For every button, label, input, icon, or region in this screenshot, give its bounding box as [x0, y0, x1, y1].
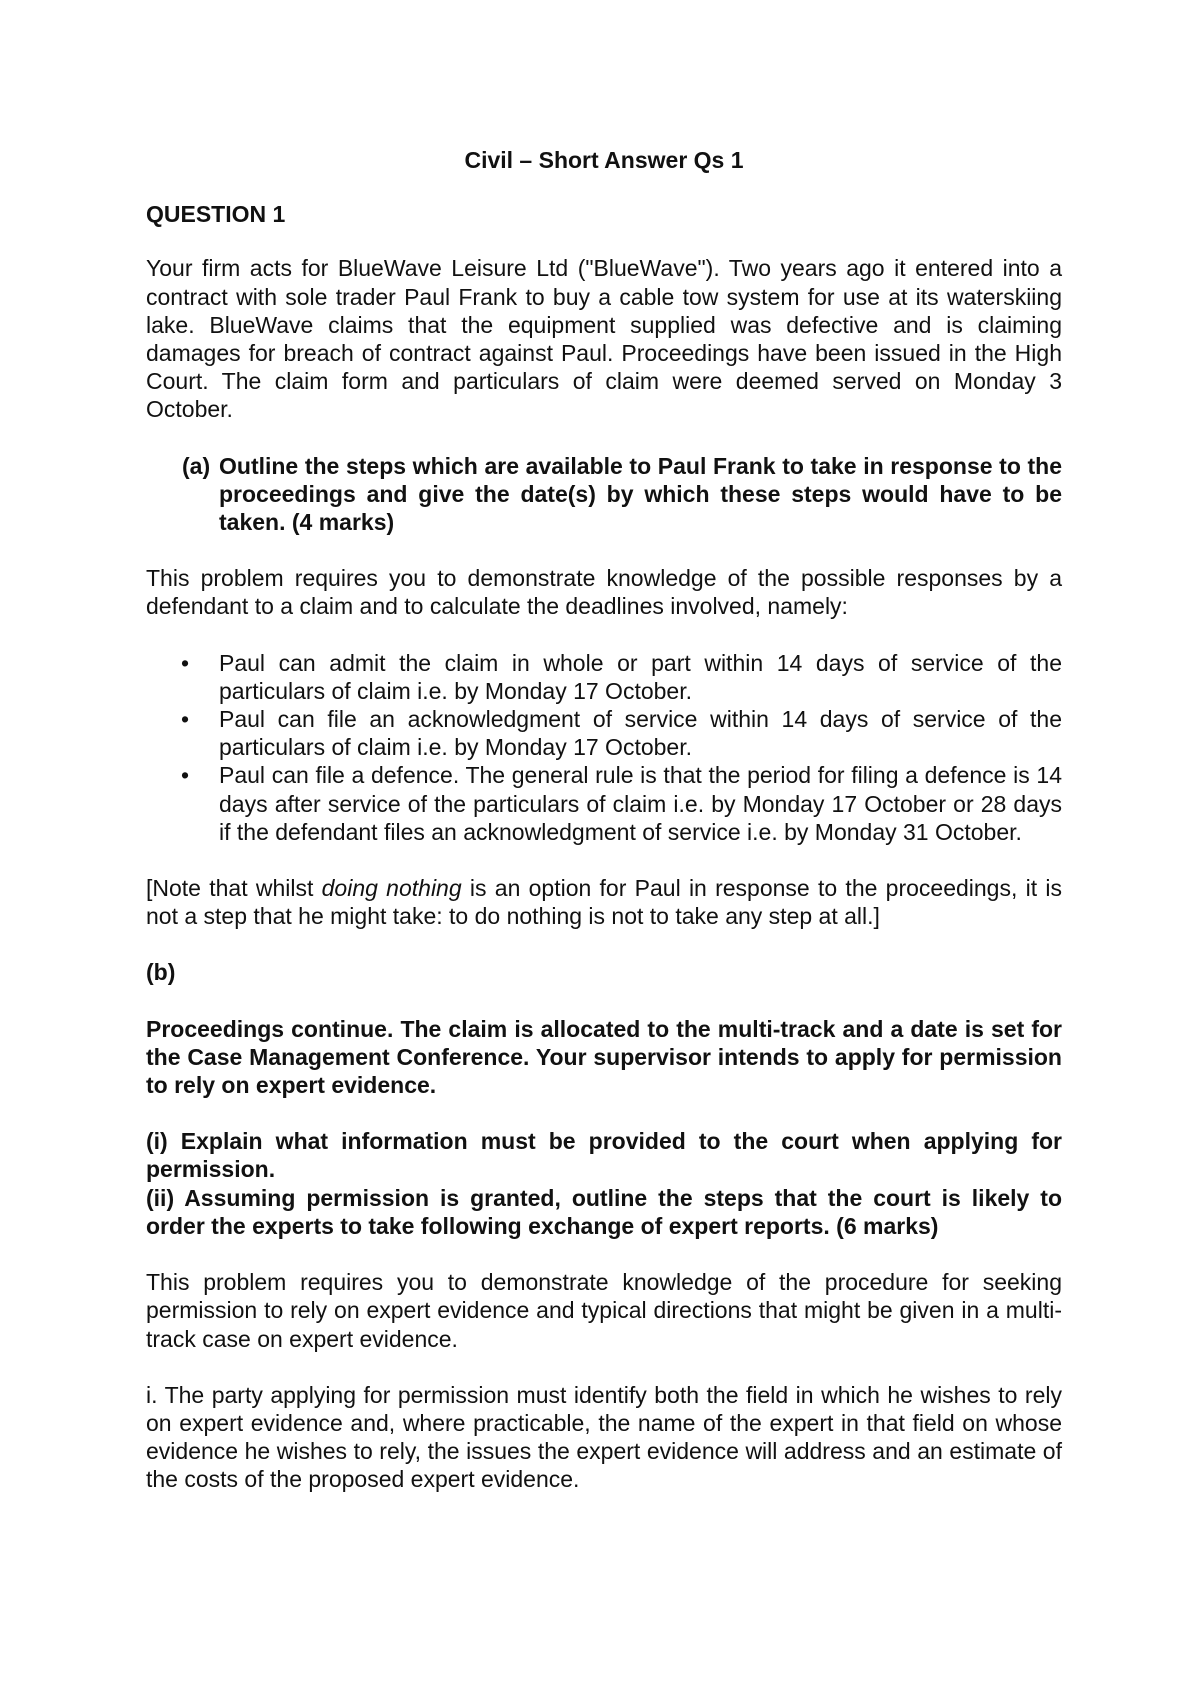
note-text-start: [Note that whilst — [146, 875, 322, 902]
note-emphasis: doing nothing — [321, 875, 462, 902]
note-text-end: is an option for Paul in response to the proceedings, it is not a step that he might take: to do nothing is not to take any step at all.] — [146, 875, 1062, 930]
part-b-label: (b) — [146, 959, 176, 986]
part-a-bullet-list — [146, 649, 1062, 846]
part-a-note — [146, 874, 1062, 930]
bullet-icon: • — [181, 649, 190, 676]
list-item-text: Paul can file a defence. The general rule is that the period for filing a defence is 14 days after service of the particulars of claim i.e. by Monday 17 October or 28 days if the defendant files an acknowledgment of service i.e. by Monday 31 October. — [219, 762, 1062, 845]
part-a-question — [182, 452, 1062, 537]
part-b-question-i: (i) Explain what information must be provided to the court when applying for permission. — [146, 1128, 1062, 1183]
part-b-answer-intro: This problem requires you to demonstrate knowledge of the procedure for seeking permission to rely on expert evidence and typical directions that might be given in a multi-track case on expert evidence. — [146, 1269, 1062, 1352]
list-item — [146, 705, 1062, 761]
list-item — [146, 761, 1062, 846]
part-a-label: (a) — [182, 452, 211, 479]
part-b-answer-i: i. The party applying for permission must identify both the field in which he wishes to rely on expert evidence and, where practicable, the name of the expert in that field on whose evidence he wishes to rely, the issues the expert evidence will address and an estimate of the costs of the proposed expert evidence. — [146, 1381, 1062, 1493]
bullet-icon: • — [181, 762, 190, 789]
part-b-scenario: Proceedings continue. The claim is allocated to the multi-track and a date is set for the Case Management Conference. Your supervisor intends to apply for permission to rely on expert evidence. — [146, 1015, 1062, 1099]
scenario-intro: Your firm acts for BlueWave Leisure Ltd ("BlueWave"). Two years ago it entered into a contract with sole trader Paul Frank to buy a cable tow system for use at its waterskiing lake. BlueWave claims that the equipment supplied was defective and is claiming damages for breach of contract against Paul. Proceedings have been issued in the High Court. The claim form and particulars of claim were deemed served on Monday 3 October. — [146, 255, 1062, 423]
bullet-icon: • — [181, 706, 190, 733]
document-title: Civil – Short Answer Qs 1 — [464, 147, 744, 173]
question-heading: QUESTION 1 — [146, 201, 286, 228]
list-item-text: Paul can file an acknowledgment of service within 14 days of service of the particulars of claim i.e. by Monday 17 October. — [219, 706, 1062, 761]
part-a-answer-intro: This problem requires you to demonstrate knowledge of the possible responses by a defendant to a claim and to calculate the deadlines involved, namely: — [146, 565, 1062, 620]
list-item — [146, 649, 1062, 705]
list-item-text: Paul can admit the claim in whole or part within 14 days of service of the particulars of claim i.e. by Monday 17 October. — [219, 649, 1062, 704]
part-a-question-text: Outline the steps which are available to Paul Frank to take in response to the proceedings and give the date(s) by which these steps would have to be taken. (4 marks) — [219, 452, 1062, 536]
part-b-question-ii: (ii) Assuming permission is granted, outline the steps that the court is likely to order the experts to take following exchange of expert reports. (6 marks) — [146, 1184, 1062, 1239]
